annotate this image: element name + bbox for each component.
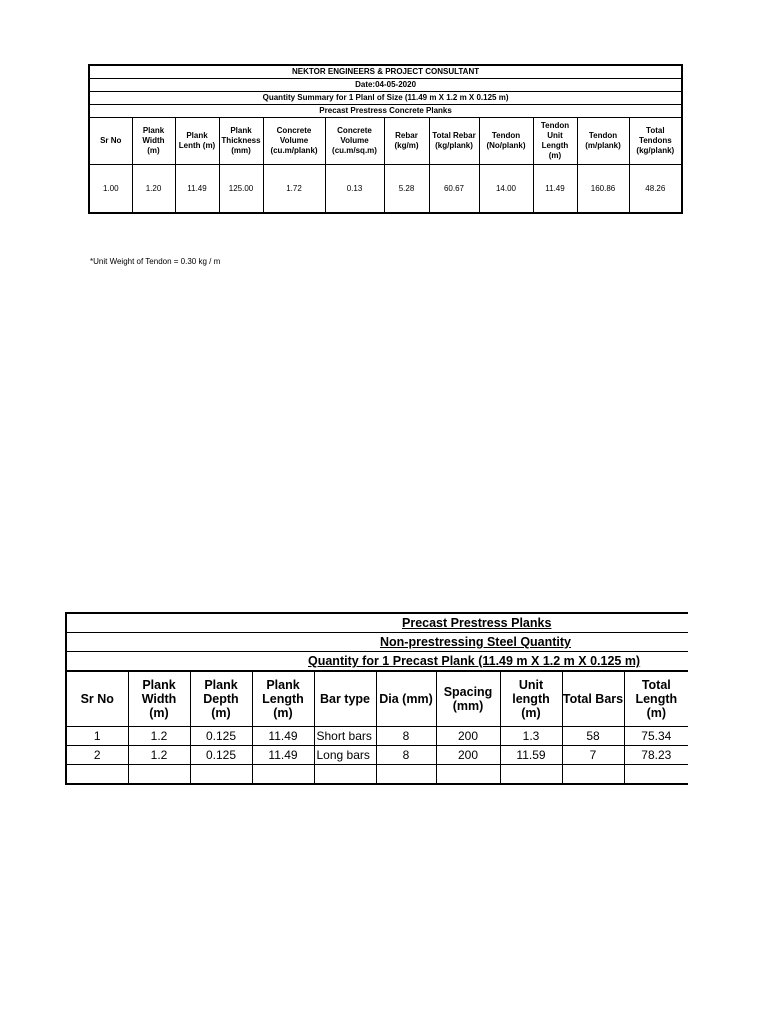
steel-row-1-cell-7: 11.59 (500, 746, 562, 765)
summary-cell-3: 125.00 (219, 164, 263, 213)
summary-header-9: Tendon Unit Length (m) (533, 117, 577, 164)
summary-header-8: Tendon (No/plank) (479, 117, 533, 164)
summary-header-3: Plank Thickness (mm) (219, 117, 263, 164)
summary-cell-6: 5.28 (384, 164, 429, 213)
steel-header-6: Spacing (mm) (436, 671, 500, 727)
summary-cell-0: 1.00 (89, 164, 132, 213)
steel-row-0-cell-2: 0.125 (190, 727, 252, 746)
table-row (66, 746, 688, 765)
summary-cell-10: 160.86 (577, 164, 629, 213)
summary-data-row (89, 164, 682, 213)
steel-header-8: Total Bars (562, 671, 624, 727)
steel-header-4: Bar type (314, 671, 376, 727)
summary-subtitle: Quantity Summary for 1 Planl of Size (11.49 m X 1.2 m X 0.125 m) (89, 91, 682, 104)
steel-header-0: Sr No (66, 671, 128, 727)
summary-header-1: Plank Width (m) (132, 117, 175, 164)
summary-header-10: Tendon (m/plank) (577, 117, 629, 164)
summary-header-6: Rebar (kg/m) (384, 117, 429, 164)
report-date: Date:04-05-2020 (89, 78, 682, 91)
summary-cell-4: 1.72 (263, 164, 325, 213)
section-title: Precast Prestress Concrete Planks (89, 104, 682, 117)
steel-row-1-cell-4: Long bars (314, 746, 376, 765)
steel-title-1: Precast Prestress Planks (402, 616, 552, 630)
steel-header-row (66, 671, 688, 727)
steel-header-2: Plank Depth (m) (190, 671, 252, 727)
steel-row-1-cell-9: 78.23 (624, 746, 688, 765)
steel-row-1-cell-8: 7 (562, 746, 624, 765)
steel-row-0-cell-7: 1.3 (500, 727, 562, 746)
steel-row-0-cell-4: Short bars (314, 727, 376, 746)
steel-row-1-cell-0: 2 (66, 746, 128, 765)
steel-header-3: Plank Length (m) (252, 671, 314, 727)
summary-cell-2: 11.49 (175, 164, 219, 213)
summary-cell-5: 0.13 (325, 164, 384, 213)
quantity-summary-table (88, 64, 683, 214)
steel-row-1-cell-3: 11.49 (252, 746, 314, 765)
summary-cell-11: 48.26 (629, 164, 682, 213)
steel-title-3: Quantity for 1 Precast Plank (11.49 m X 1.2 m X 0.125 m) (308, 654, 641, 668)
steel-row-1-cell-2: 0.125 (190, 746, 252, 765)
steel-header-7: Unit length (m) (500, 671, 562, 727)
summary-header-5: Concrete Volume (cu.m/sq.m) (325, 117, 384, 164)
steel-row-0-cell-5: 8 (376, 727, 436, 746)
summary-header-4: Concrete Volume (cu.m/plank) (263, 117, 325, 164)
steel-header-9: Total Length (m) (624, 671, 688, 727)
steel-row-1-cell-1: 1.2 (128, 746, 190, 765)
steel-header-1: Plank Width (m) (128, 671, 190, 727)
summary-header-2: Plank Lenth (m) (175, 117, 219, 164)
summary-header-0: Sr No (89, 117, 132, 164)
summary-cell-9: 11.49 (533, 164, 577, 213)
summary-cell-8: 14.00 (479, 164, 533, 213)
table-row (66, 727, 688, 746)
summary-header-row (89, 117, 682, 164)
steel-row-0-cell-0: 1 (66, 727, 128, 746)
summary-cell-1: 1.20 (132, 164, 175, 213)
tendon-weight-note: *Unit Weight of Tendon = 0.30 kg / m (90, 257, 221, 266)
steel-row-1-cell-5: 8 (376, 746, 436, 765)
company-name: NEKTOR ENGINEERS & PROJECT CONSULTANT (89, 65, 682, 78)
steel-quantity-table (65, 612, 688, 785)
summary-header-7: Total Rebar (kg/plank) (429, 117, 479, 164)
steel-row-0-cell-3: 11.49 (252, 727, 314, 746)
steel-row-0-cell-9: 75.34 (624, 727, 688, 746)
steel-title-2: Non-prestressing Steel Quantity (380, 635, 572, 649)
empty-row (66, 765, 688, 785)
steel-row-0-cell-1: 1.2 (128, 727, 190, 746)
steel-header-5: Dia (mm) (376, 671, 436, 727)
steel-row-0-cell-6: 200 (436, 727, 500, 746)
steel-row-1-cell-6: 200 (436, 746, 500, 765)
steel-row-0-cell-8: 58 (562, 727, 624, 746)
summary-header-11: Total Tendons (kg/plank) (629, 117, 682, 164)
summary-cell-7: 60.67 (429, 164, 479, 213)
